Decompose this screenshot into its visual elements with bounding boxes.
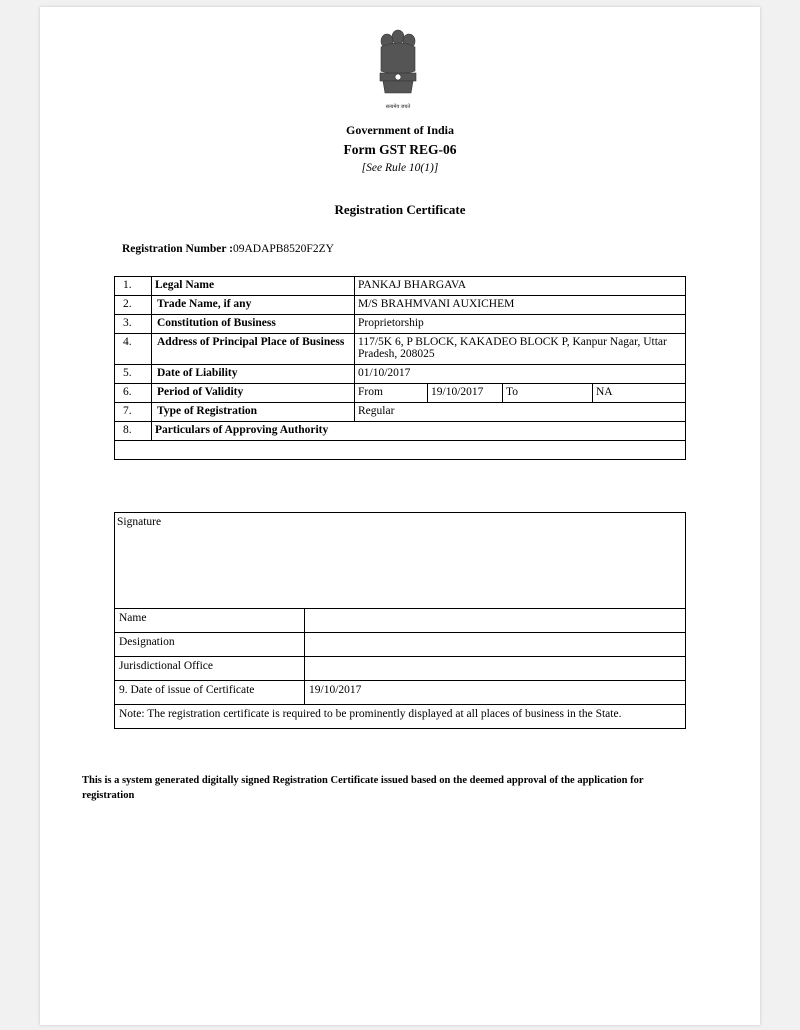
row-label: Particulars of Approving Authority [152, 422, 686, 441]
row-number: 5. [115, 365, 152, 384]
row-label: Constitution of Business [152, 315, 355, 334]
signature-row [115, 513, 686, 609]
table-row [115, 657, 686, 681]
validity-to-label: To [503, 384, 593, 403]
registration-type-value: Regular [355, 403, 686, 422]
row-label: Type of Registration [152, 403, 355, 422]
row-label: Period of Validity [152, 384, 355, 403]
national-emblem-icon [375, 27, 421, 113]
row-number: 8. [115, 422, 152, 441]
table-row [115, 384, 686, 403]
table-row [115, 422, 686, 441]
emblem-motto: सत्यमेव जयते [385, 104, 411, 110]
registration-number [122, 243, 334, 255]
table-row [115, 681, 686, 705]
registration-number-value: 09ADAPB8520F2ZY [232, 243, 334, 255]
row-label: Address of Principal Place of Business [152, 334, 355, 365]
blank-row [115, 441, 686, 460]
system-generated-note: This is a system generated digitally signed Registration Certificate issued based on the deemed approval of the application for registration [82, 775, 644, 801]
table-row [115, 609, 686, 633]
table-row [115, 441, 686, 460]
table-row [115, 633, 686, 657]
note-text: Note: The registration certificate is required to be prominently displayed at all places of business in the State. [115, 705, 686, 729]
signature-label: Signature [115, 513, 686, 609]
row-label: Date of Liability [152, 365, 355, 384]
name-value [305, 609, 686, 633]
address-value: 117/5K 6, P BLOCK, KAKADEO BLOCK P, Kanpur Nagar, Uttar Pradesh, 208025 [355, 334, 686, 365]
row-number: 7. [115, 403, 152, 422]
table-row [115, 403, 686, 422]
issue-date-value: 19/10/2017 [305, 681, 686, 705]
row-number: 1. [115, 277, 152, 296]
validity-to-value: NA [593, 384, 686, 403]
approving-authority-table [114, 512, 686, 729]
certificate-title: Registration Certificate [334, 202, 466, 217]
rule-reference: [See Rule 10(1)] [361, 162, 439, 174]
liability-date-value: 01/10/2017 [355, 365, 686, 384]
row-label: Legal Name [152, 277, 355, 296]
name-label: Name [115, 609, 305, 633]
row-number: 4. [115, 334, 152, 365]
table-row [115, 277, 686, 296]
validity-from-label: From [355, 384, 428, 403]
row-label: Trade Name, if any [152, 296, 355, 315]
row-number: 6. [115, 384, 152, 403]
jurisdictional-office-label: Jurisdictional Office [115, 657, 305, 681]
jurisdictional-office-value [305, 657, 686, 681]
validity-from-value: 19/10/2017 [428, 384, 503, 403]
constitution-value: Proprietorship [355, 315, 686, 334]
form-title: Form GST REG-06 [343, 142, 457, 157]
certificate-page [40, 7, 760, 1025]
table-row [115, 705, 686, 729]
table-row [115, 365, 686, 384]
registration-details-table [114, 276, 686, 460]
table-row [115, 296, 686, 315]
table-row [115, 315, 686, 334]
registration-number-label: Registration Number : [122, 243, 233, 255]
designation-value [305, 633, 686, 657]
row-number: 3. [115, 315, 152, 334]
table-row [115, 334, 686, 365]
issue-date-label: 9. Date of issue of Certificate [115, 681, 305, 705]
trade-name-value: M/S BRAHMVANI AUXICHEM [355, 296, 686, 315]
row-number: 2. [115, 296, 152, 315]
government-heading: Government of India [346, 123, 454, 137]
legal-name-value: PANKAJ BHARGAVA [355, 277, 686, 296]
designation-label: Designation [115, 633, 305, 657]
